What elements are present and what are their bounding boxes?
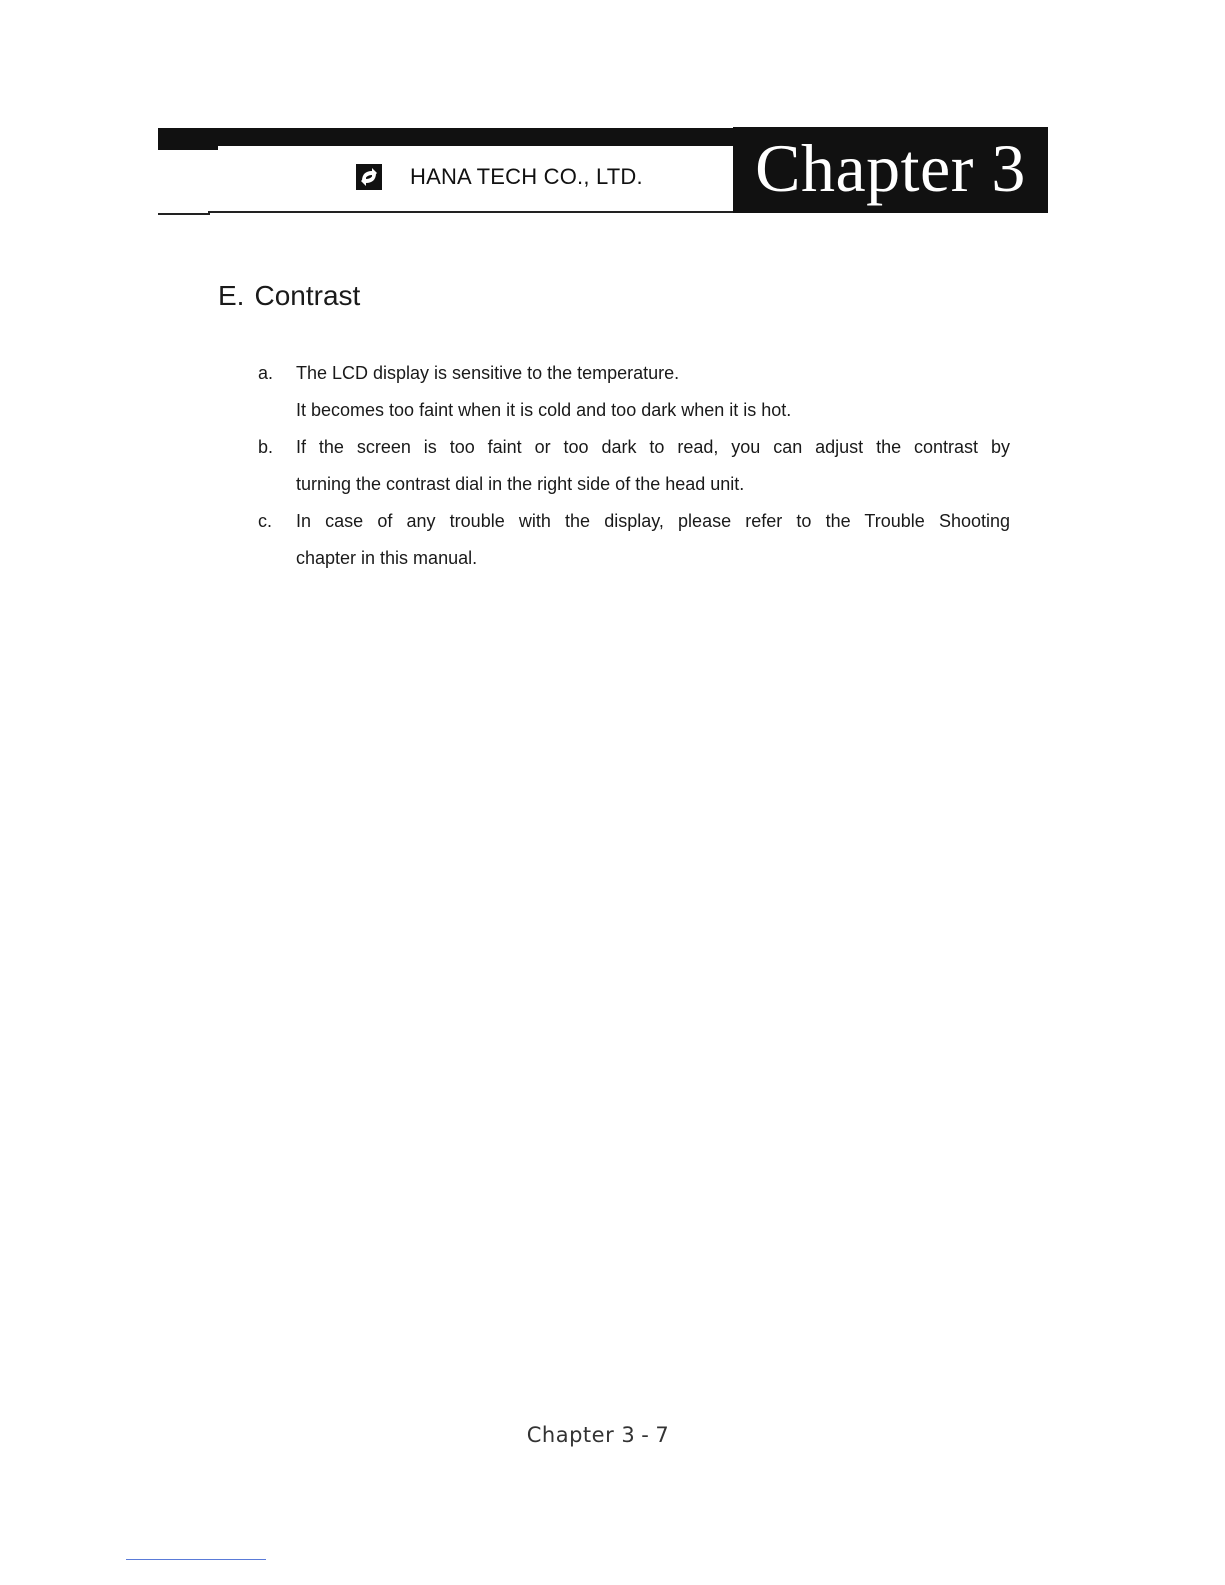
list-item-line: It becomes too faint when it is cold and too dark when it is hot. bbox=[296, 400, 792, 420]
section-heading bbox=[218, 280, 360, 312]
page-number: 7 bbox=[655, 1423, 670, 1447]
section-letter: E. bbox=[218, 280, 245, 311]
header-underline-left bbox=[158, 213, 210, 215]
list-marker: c. bbox=[258, 511, 273, 531]
hana-tech-logo-icon bbox=[356, 164, 382, 190]
section-title: Contrast bbox=[254, 280, 361, 311]
list-item bbox=[258, 355, 1010, 429]
list-item-line: In case of any trouble with the display, please refer to the Trouble Shooting bbox=[296, 511, 1010, 531]
header-underline bbox=[208, 211, 736, 213]
list-item-line: chapter in this manual. bbox=[296, 548, 478, 568]
list-item-line: If the screen is too faint or too dark to read, you can adjust the contrast by bbox=[296, 437, 1010, 457]
list-item-line: turning the contrast dial in the right side of the head unit. bbox=[296, 474, 745, 494]
contrast-instructions-list bbox=[258, 355, 1010, 577]
page-footer bbox=[0, 1423, 1196, 1447]
footer-chapter: Chapter 3 bbox=[526, 1423, 636, 1447]
list-item bbox=[258, 503, 1010, 577]
footer-separator: - bbox=[641, 1423, 650, 1447]
header-band bbox=[158, 128, 736, 146]
chapter-title: Chapter 3 bbox=[755, 130, 1026, 206]
bottom-link-underline bbox=[126, 1559, 266, 1560]
list-item-text bbox=[296, 355, 1010, 429]
list-item bbox=[258, 429, 1010, 503]
chapter-badge bbox=[733, 127, 1048, 213]
header-band-wedge bbox=[158, 146, 218, 150]
company-header bbox=[356, 162, 643, 192]
company-name: HANA TECH CO., LTD. bbox=[410, 164, 643, 189]
list-marker: a. bbox=[258, 363, 274, 383]
list-item-text bbox=[296, 429, 1010, 503]
list-item-line: The LCD display is sensitive to the temperature. bbox=[296, 363, 680, 383]
list-marker: b. bbox=[258, 437, 274, 457]
list-item-text bbox=[296, 503, 1010, 577]
